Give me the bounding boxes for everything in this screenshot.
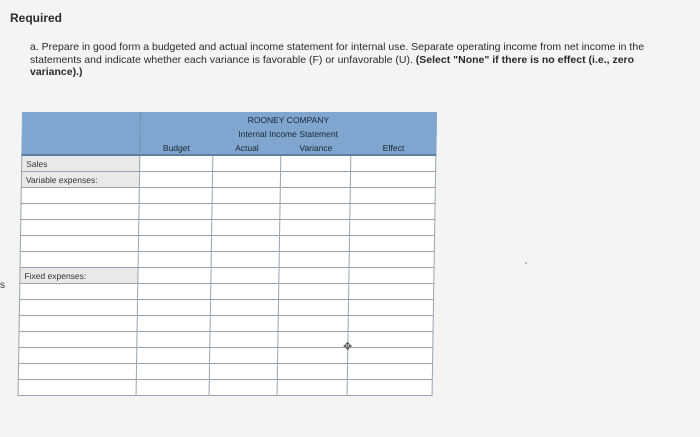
- variance-input[interactable]: [280, 220, 350, 236]
- effect-input[interactable]: [350, 188, 435, 204]
- effect-input[interactable]: [349, 252, 434, 268]
- variance-input[interactable]: [279, 284, 349, 300]
- effect-input[interactable]: [350, 172, 435, 188]
- table-body: [18, 155, 436, 396]
- instruction-text: a. Prepare in good form a budgeted and actual income statement for internal use. Separate operating income from net income in the statements and indicate whether each variance is favorable (F) or unfavorable (U).: [30, 41, 645, 66]
- actual-input[interactable]: [212, 204, 280, 220]
- actual-input[interactable]: [213, 155, 281, 172]
- table-row: [21, 204, 435, 220]
- variance-input[interactable]: [278, 348, 348, 364]
- table-row: [21, 220, 435, 236]
- variance-input[interactable]: [280, 172, 350, 188]
- effect-input[interactable]: [347, 380, 432, 396]
- actual-input[interactable]: [212, 220, 280, 236]
- row-label: Variable expenses:: [21, 172, 139, 188]
- actual-input[interactable]: [210, 348, 278, 364]
- instructions: [30, 41, 680, 79]
- instruction-bold-text: (Select "None" if there is no effect (i.e., zero variance).): [30, 53, 635, 78]
- table-row: [19, 300, 433, 316]
- budget-input[interactable]: [140, 155, 213, 172]
- table-row: [22, 155, 436, 172]
- header-blank: [22, 141, 140, 156]
- effect-input[interactable]: [348, 332, 433, 348]
- budget-input[interactable]: [138, 268, 211, 284]
- effect-input[interactable]: [351, 155, 436, 172]
- budget-input[interactable]: [139, 220, 212, 236]
- actual-input[interactable]: [211, 284, 279, 300]
- budget-input[interactable]: [139, 188, 212, 204]
- row-label-input[interactable]: [21, 204, 139, 220]
- margin-mark: s: [0, 280, 5, 291]
- effect-input[interactable]: [348, 316, 433, 332]
- actual-input[interactable]: [212, 172, 280, 188]
- row-label: Sales: [22, 155, 140, 172]
- budget-input[interactable]: [136, 380, 209, 396]
- effect-input[interactable]: [349, 284, 434, 300]
- budget-input[interactable]: [138, 284, 211, 300]
- move-cursor-icon: ✥: [343, 341, 353, 353]
- budget-input[interactable]: [138, 252, 211, 268]
- income-statement-table-wrap: [17, 112, 436, 416]
- budget-input[interactable]: [137, 300, 210, 316]
- table-row: [18, 380, 432, 396]
- table-row: [20, 268, 434, 284]
- stray-dot: [525, 262, 527, 264]
- table-row: [20, 236, 434, 252]
- actual-input[interactable]: [212, 188, 280, 204]
- row-label-input[interactable]: [19, 332, 137, 348]
- table-row: [19, 348, 433, 364]
- variance-input[interactable]: [277, 380, 347, 396]
- actual-input[interactable]: [209, 364, 277, 380]
- budget-input[interactable]: [139, 204, 212, 220]
- variance-input[interactable]: [277, 364, 347, 380]
- column-header-variance: Variance: [281, 141, 351, 156]
- row-label-input[interactable]: [21, 220, 139, 236]
- row-label-input[interactable]: [20, 252, 138, 268]
- row-label-input[interactable]: [18, 380, 136, 396]
- row-label-input[interactable]: [19, 316, 137, 332]
- row-label: Fixed expenses:: [20, 268, 138, 284]
- budget-input[interactable]: [137, 332, 210, 348]
- effect-input[interactable]: [348, 300, 433, 316]
- table-row: [20, 252, 434, 268]
- table-row: [19, 332, 433, 348]
- effect-input[interactable]: [350, 204, 435, 220]
- effect-input[interactable]: [347, 364, 432, 380]
- effect-input[interactable]: [349, 268, 434, 284]
- budget-input[interactable]: [139, 172, 212, 188]
- variance-input[interactable]: [279, 236, 349, 252]
- column-header-effect: Effect: [351, 141, 436, 156]
- actual-input[interactable]: [210, 300, 278, 316]
- actual-input[interactable]: [211, 236, 279, 252]
- variance-input[interactable]: [280, 204, 350, 220]
- budget-input[interactable]: [138, 236, 211, 252]
- company-name: ROONEY COMPANY: [140, 113, 436, 127]
- header-blank: [22, 113, 140, 127]
- row-label-input[interactable]: [20, 236, 138, 252]
- actual-input[interactable]: [210, 316, 278, 332]
- row-label-input[interactable]: [21, 188, 139, 204]
- income-statement-table: [18, 112, 437, 396]
- effect-input[interactable]: [348, 348, 433, 364]
- column-header-actual: Actual: [213, 141, 281, 156]
- actual-input[interactable]: [211, 268, 279, 284]
- budget-input[interactable]: [136, 364, 209, 380]
- table-row: [21, 172, 435, 188]
- variance-input[interactable]: [279, 268, 349, 284]
- variance-input[interactable]: [281, 155, 351, 172]
- header-blank: [22, 127, 140, 141]
- row-label-input[interactable]: [20, 284, 138, 300]
- table-row: [19, 316, 433, 332]
- row-label-input[interactable]: [19, 348, 137, 364]
- row-label-input[interactable]: [18, 364, 136, 380]
- budget-input[interactable]: [137, 348, 210, 364]
- actual-input[interactable]: [209, 380, 277, 396]
- actual-input[interactable]: [211, 252, 279, 268]
- variance-input[interactable]: [279, 252, 349, 268]
- column-header-budget: Budget: [140, 141, 213, 156]
- effect-input[interactable]: [350, 220, 435, 236]
- row-label-input[interactable]: [19, 300, 137, 316]
- statement-title: Internal Income Statement: [140, 127, 436, 141]
- required-heading: Required: [10, 11, 63, 25]
- table-row: [18, 364, 432, 380]
- table-row: [20, 284, 434, 300]
- variance-input[interactable]: [280, 188, 350, 204]
- actual-input[interactable]: [210, 332, 278, 348]
- effect-input[interactable]: [349, 236, 434, 252]
- budget-input[interactable]: [137, 316, 210, 332]
- variance-input[interactable]: [278, 300, 348, 316]
- variance-input[interactable]: [278, 332, 348, 348]
- variance-input[interactable]: [278, 316, 348, 332]
- table-row: [21, 188, 435, 204]
